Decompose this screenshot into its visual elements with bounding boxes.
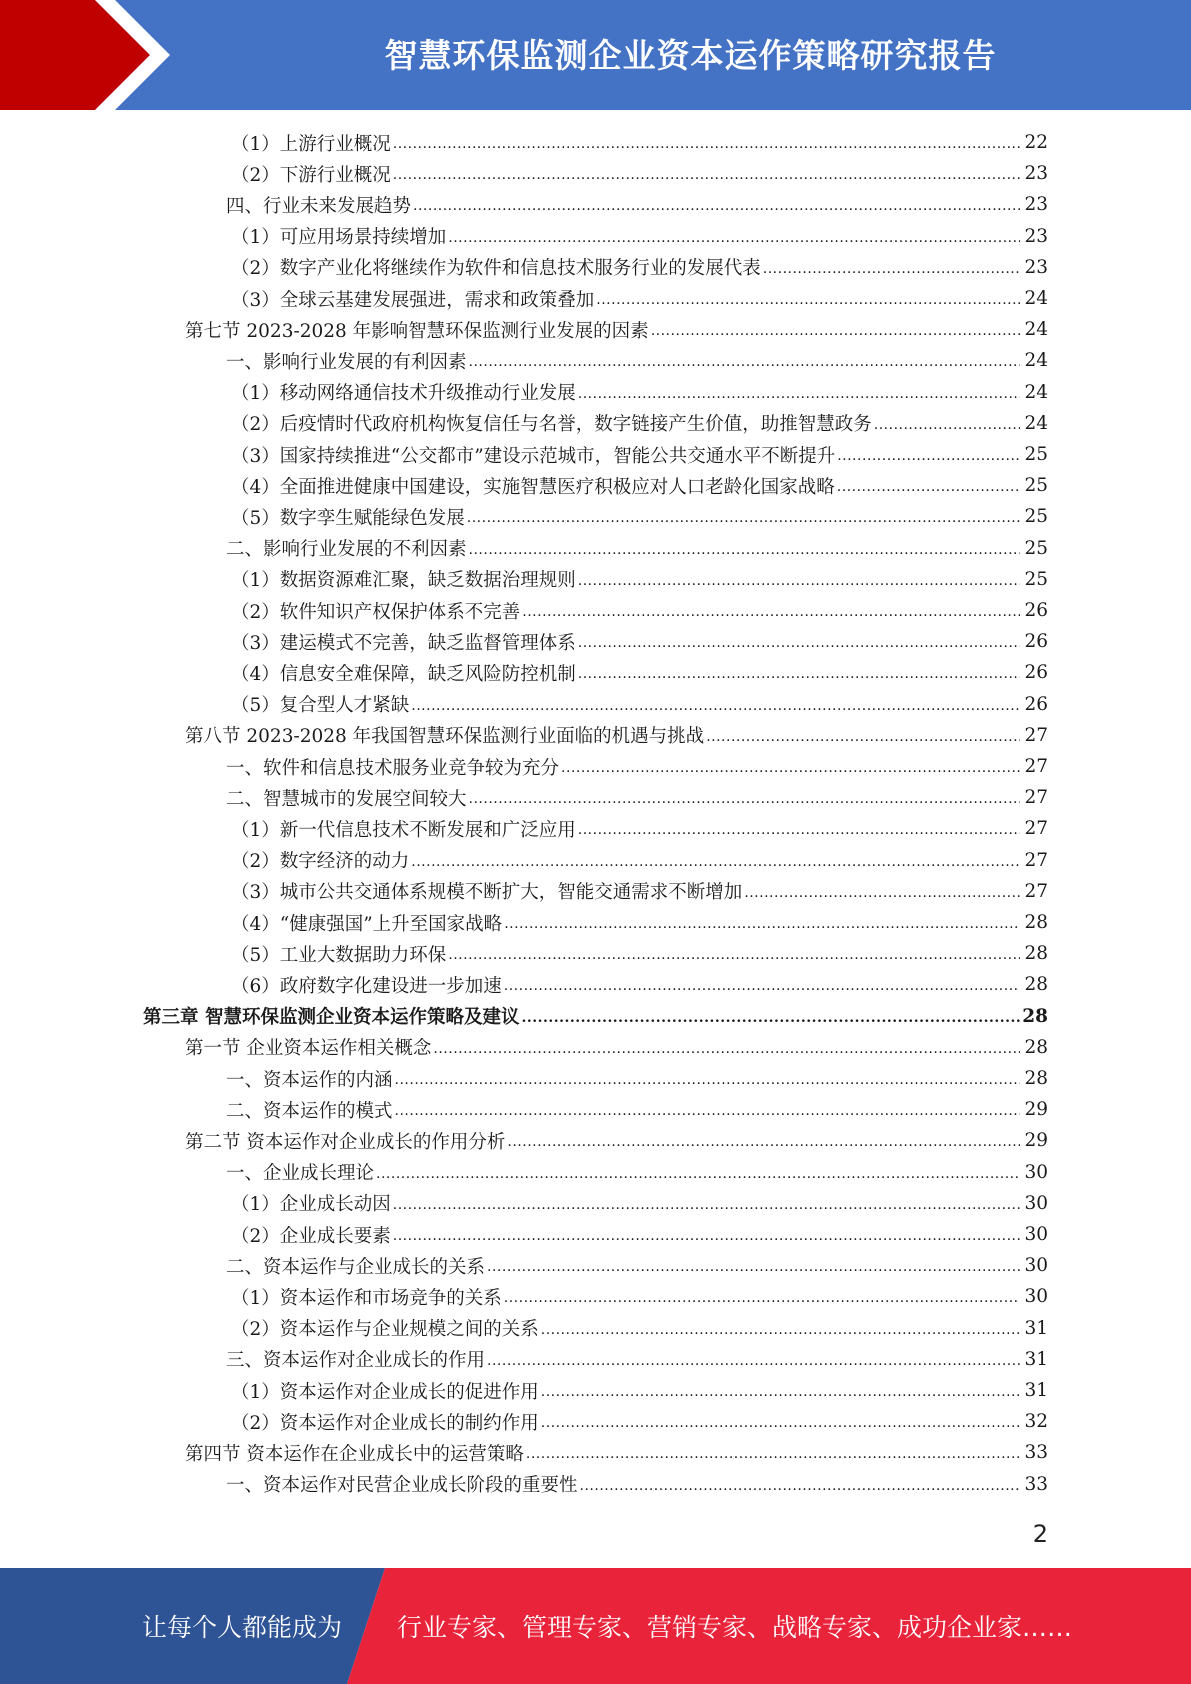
toc-entry-page: 28 (1024, 1036, 1048, 1058)
toc-leader-dots (526, 1446, 1020, 1468)
toc-entry-page: 25 (1024, 537, 1048, 559)
toc-leader-dots (487, 1259, 1020, 1281)
toc-entry-title: 第一节 企业资本运作相关概念 (185, 1038, 432, 1060)
toc-entry-title: （3）建运模式不完善，缺乏监督管理体系 (231, 632, 576, 654)
toc-entry-title: 一、影响行业发展的有利因素 (226, 351, 467, 373)
toc-leader-dots (411, 698, 1020, 720)
toc-leader-dots (504, 978, 1020, 1000)
toc-entry-page: 23 (1024, 163, 1048, 185)
toc-entry-page: 28 (1022, 1005, 1048, 1027)
toc-leader-dots (395, 1103, 1020, 1125)
toc-leader-dots (507, 1134, 1020, 1156)
toc-entry-title: 二、资本运作与企业成长的关系 (226, 1256, 486, 1278)
toc-entry-title: 二、智慧城市的发展空间较大 (226, 788, 467, 810)
toc-entry[interactable] (231, 252, 1048, 283)
toc-entry-page: 26 (1024, 631, 1048, 653)
toc-entry-page: 28 (1024, 974, 1048, 996)
page-number: 2 (1032, 1520, 1048, 1548)
toc-leader-dots (411, 854, 1020, 876)
toc-entry[interactable] (231, 907, 1048, 938)
toc-entry[interactable] (226, 751, 1048, 782)
toc-entry[interactable] (231, 501, 1048, 532)
toc-leader-dots (522, 604, 1020, 626)
toc-leader-dots (433, 1041, 1020, 1063)
toc-entry-title: （1）可应用场景持续增加 (231, 227, 447, 249)
toc-leader-dots (578, 573, 1020, 595)
toc-entry-title: 三、资本运作对企业成长的作用 (226, 1350, 486, 1372)
toc-entry-title: 第四节 资本运作在企业成长中的运营策略 (185, 1443, 524, 1465)
toc-leader-dots (395, 1072, 1020, 1094)
toc-entry-title: 第二节 资本运作对企业成长的作用分析 (185, 1131, 506, 1153)
toc-entry-title: （5）工业大数据助力环保 (231, 944, 447, 966)
page-header (0, 0, 1191, 110)
toc-entry-page: 27 (1024, 724, 1048, 746)
toc-entry[interactable] (226, 1344, 1048, 1375)
toc-entry-page: 33 (1024, 1442, 1048, 1464)
toc-entry[interactable] (231, 439, 1048, 470)
toc-entry-title: 四、行业未来发展趋势 (226, 195, 412, 217)
toc-leader-dots (504, 1290, 1020, 1312)
toc-entry-title: （5）数字孪生赋能绿色发展 (231, 507, 465, 529)
toc-entry-title: （3）城市公共交通体系规模不断扩大，智能交通需求不断增加 (231, 882, 743, 904)
toc-entry[interactable] (226, 1063, 1048, 1094)
toc-entry-page: 31 (1024, 1317, 1048, 1339)
toc-entry-title: 二、资本运作的模式 (226, 1100, 393, 1122)
toc-entry-page: 28 (1024, 1068, 1048, 1089)
toc-leader-dots (541, 1415, 1020, 1437)
toc-leader-dots (467, 510, 1020, 532)
toc-entry[interactable] (226, 533, 1048, 564)
toc-entry-page: 28 (1024, 912, 1048, 933)
toc-leader-dots (504, 916, 1020, 938)
toc-entry-title: 二、影响行业发展的不利因素 (226, 539, 467, 561)
toc-leader-dots (469, 542, 1020, 564)
toc-entry-page: 27 (1024, 849, 1048, 871)
toc-leader-dots (393, 136, 1020, 158)
toc-entry[interactable] (185, 1032, 1048, 1063)
toc-leader-dots (448, 947, 1020, 969)
toc-entry-page: 25 (1024, 475, 1048, 497)
toc-entry-title: 一、资本运作的内涵 (226, 1069, 393, 1091)
toc-entry-title: （1）新一代信息技术不断发展和广泛应用 (231, 819, 576, 841)
toc-leader-dots (578, 386, 1020, 408)
toc-leader-dots (393, 167, 1020, 189)
footer-slogan-left: 让每个人都能成为 (142, 1613, 343, 1642)
toc-entry-page: 24 (1024, 350, 1048, 372)
toc-entry[interactable] (231, 1406, 1048, 1437)
toc-entry[interactable] (231, 969, 1048, 1000)
toc-entry[interactable] (231, 626, 1048, 657)
toc-entry-title: （2）企业成长要素 (231, 1225, 391, 1247)
report-title: 智慧环保监测企业资本运作策略研究报告 (384, 35, 997, 75)
toc-leader-dots (596, 292, 1020, 314)
toc-leader-dots (578, 666, 1020, 688)
page-footer (0, 1568, 1191, 1684)
toc-entry[interactable] (231, 1281, 1048, 1312)
toc-leader-dots (651, 323, 1020, 345)
toc-leader-dots (837, 479, 1020, 501)
toc-entry[interactable] (231, 564, 1048, 595)
toc-entry[interactable] (231, 845, 1048, 876)
toc-entry-title: （1）企业成长动因 (231, 1194, 391, 1216)
toc-leader-dots (413, 198, 1020, 220)
toc-leader-dots (578, 822, 1020, 844)
toc-entry[interactable] (231, 283, 1048, 314)
toc-entry-page: 23 (1024, 225, 1048, 247)
toc-entry-title: （3）国家持续推进“公交都市”建设示范城市，智能公共交通水平不断提升 (231, 445, 836, 467)
toc-entry[interactable] (231, 689, 1048, 720)
toc-entry-page: 32 (1024, 1411, 1048, 1433)
toc-entry[interactable] (231, 470, 1048, 501)
toc-entry[interactable] (185, 720, 1048, 751)
toc-leader-dots (541, 1384, 1020, 1406)
toc-entry-page: 25 (1024, 568, 1048, 590)
toc-entry-page: 27 (1024, 880, 1048, 902)
toc-entry-page: 29 (1024, 1130, 1048, 1152)
toc-leader-dots (521, 1010, 1020, 1032)
toc-entry[interactable] (231, 1219, 1048, 1250)
toc-entry[interactable] (231, 377, 1048, 408)
toc-entry-page: 28 (1024, 943, 1048, 965)
toc-entry[interactable] (185, 1125, 1048, 1156)
toc-leader-dots (837, 448, 1020, 470)
toc-entry[interactable] (226, 1469, 1048, 1500)
toc-entry-title: （4）全面推进健康中国建设，实施智慧医疗积极应对人口老龄化国家战略 (231, 476, 835, 498)
toc-entry-title: 第八节 2023-2028 年我国智慧环保监测行业面临的机遇与挑战 (185, 726, 705, 748)
toc-entry-page: 30 (1024, 1161, 1048, 1183)
toc-entry-title: （2）数字经济的动力 (231, 851, 410, 873)
toc-entry-title: （5）复合型人才紧缺 (231, 695, 410, 717)
toc-entry-title: 一、软件和信息技术服务业竞争较为充分 (226, 757, 560, 779)
toc-entry-page: 31 (1024, 1348, 1048, 1370)
toc-entry-page: 25 (1024, 444, 1048, 465)
toc-entry-page: 27 (1024, 818, 1048, 840)
toc-entry-page: 27 (1024, 756, 1048, 777)
toc-entry-page: 26 (1024, 662, 1048, 684)
toc-leader-dots (487, 1353, 1020, 1375)
toc-entry-title: （2）资本运作与企业规模之间的关系 (231, 1319, 539, 1341)
toc-entry-page: 26 (1024, 693, 1048, 715)
toc-leader-dots (448, 230, 1020, 252)
toc-entry[interactable] (226, 189, 1048, 220)
toc-entry[interactable] (226, 1157, 1048, 1188)
toc-entry[interactable] (231, 938, 1048, 969)
toc-entry-title: （1）上游行业概况 (231, 133, 391, 155)
toc-entry-title: 第三章 智慧环保监测企业资本运作策略及建议 (143, 1007, 520, 1029)
toc-leader-dots (744, 885, 1020, 907)
toc-entry[interactable] (226, 782, 1048, 813)
toc-entry[interactable] (231, 408, 1048, 439)
toc-leader-dots (393, 1197, 1020, 1219)
toc-entry[interactable] (231, 1188, 1048, 1219)
toc-entry-title: （2）软件知识产权保护体系不完善 (231, 601, 521, 623)
toc-entry[interactable] (231, 657, 1048, 688)
toc-entry-title: （2）后疫情时代政府机构恢复信任与名誉，数字链接产生价值，助推智慧政务 (231, 414, 872, 436)
toc-entry-title: （1）数据资源难汇聚，缺乏数据治理规则 (231, 570, 576, 592)
toc-leader-dots (580, 1478, 1020, 1500)
toc-entry-page: 23 (1024, 194, 1048, 216)
toc-entry[interactable] (231, 1313, 1048, 1344)
toc-entry-title: 一、企业成长理论 (226, 1163, 375, 1185)
toc-entry-page: 33 (1024, 1473, 1048, 1495)
toc-entry-title: （4）“健康强国”上升至国家战略 (231, 913, 503, 935)
toc-entry-page: 31 (1024, 1380, 1048, 1401)
toc-leader-dots (393, 1228, 1020, 1250)
toc-leader-dots (469, 791, 1020, 813)
toc-entry-title: （3）全球云基建发展强进，需求和政策叠加 (231, 289, 595, 311)
toc-leader-dots (706, 729, 1020, 751)
toc-entry-title: （2）下游行业概况 (231, 164, 391, 186)
toc-entry-page: 23 (1024, 256, 1048, 278)
toc-entry-page: 30 (1024, 1255, 1048, 1277)
toc-entry[interactable] (185, 1437, 1048, 1468)
toc-entry-page: 24 (1024, 381, 1048, 403)
toc-entry-title: （1）资本运作对企业成长的促进作用 (231, 1381, 539, 1403)
toc-entry[interactable] (231, 158, 1048, 189)
toc-entry[interactable] (143, 1001, 1048, 1032)
toc-leader-dots (561, 760, 1020, 782)
toc-entry-page: 24 (1024, 288, 1048, 309)
toc-entry[interactable] (226, 345, 1048, 376)
toc-leader-dots (541, 1322, 1020, 1344)
toc-entry-page: 27 (1024, 787, 1048, 809)
toc-entry-page: 30 (1024, 1192, 1048, 1214)
toc-entry-page: 26 (1024, 600, 1048, 621)
toc-entry-title: （6）政府数字化建设进一步加速 (231, 975, 502, 997)
toc-entry[interactable] (231, 221, 1048, 252)
toc-entry-page: 30 (1024, 1286, 1048, 1308)
toc-entry-title: 一、资本运作对民营企业成长阶段的重要性 (226, 1475, 578, 1497)
toc-entry-title: （1）资本运作和市场竞争的关系 (231, 1287, 502, 1309)
toc-entry[interactable] (231, 813, 1048, 844)
toc-entry[interactable] (226, 1094, 1048, 1125)
toc-entry-title: （4）信息安全难保障，缺乏风险防控机制 (231, 663, 576, 685)
toc-leader-dots (763, 261, 1020, 283)
footer-slogan-right: 行业专家、管理专家、营销专家、战略专家、成功企业家…… (397, 1613, 1073, 1642)
toc-entry-page: 22 (1024, 132, 1048, 153)
toc-entry[interactable] (231, 595, 1048, 626)
toc-entry-title: （2）资本运作对企业成长的制约作用 (231, 1412, 539, 1434)
toc-entry-title: （1）移动网络通信技术升级推动行业发展 (231, 383, 576, 405)
toc-entry-title: 第七节 2023-2028 年影响智慧环保监测行业发展的因素 (185, 320, 649, 342)
toc-leader-dots (874, 417, 1020, 439)
toc-entry[interactable] (231, 1375, 1048, 1406)
toc-entry-title: （2）数字产业化将继续作为软件和信息技术服务行业的发展代表 (231, 258, 761, 280)
toc-entry[interactable] (226, 1250, 1048, 1281)
toc-entry[interactable] (185, 314, 1048, 345)
toc-entry-page: 24 (1024, 319, 1048, 341)
toc-entry[interactable] (231, 876, 1048, 907)
toc-leader-dots (469, 354, 1020, 376)
toc-leader-dots (578, 635, 1020, 657)
toc-entry-page: 25 (1024, 506, 1048, 528)
toc-entry[interactable] (231, 127, 1048, 158)
toc-leader-dots (376, 1166, 1020, 1188)
toc-entry-page: 29 (1024, 1099, 1048, 1121)
toc-entry-page: 30 (1024, 1224, 1048, 1245)
toc-entry-page: 24 (1024, 412, 1048, 434)
